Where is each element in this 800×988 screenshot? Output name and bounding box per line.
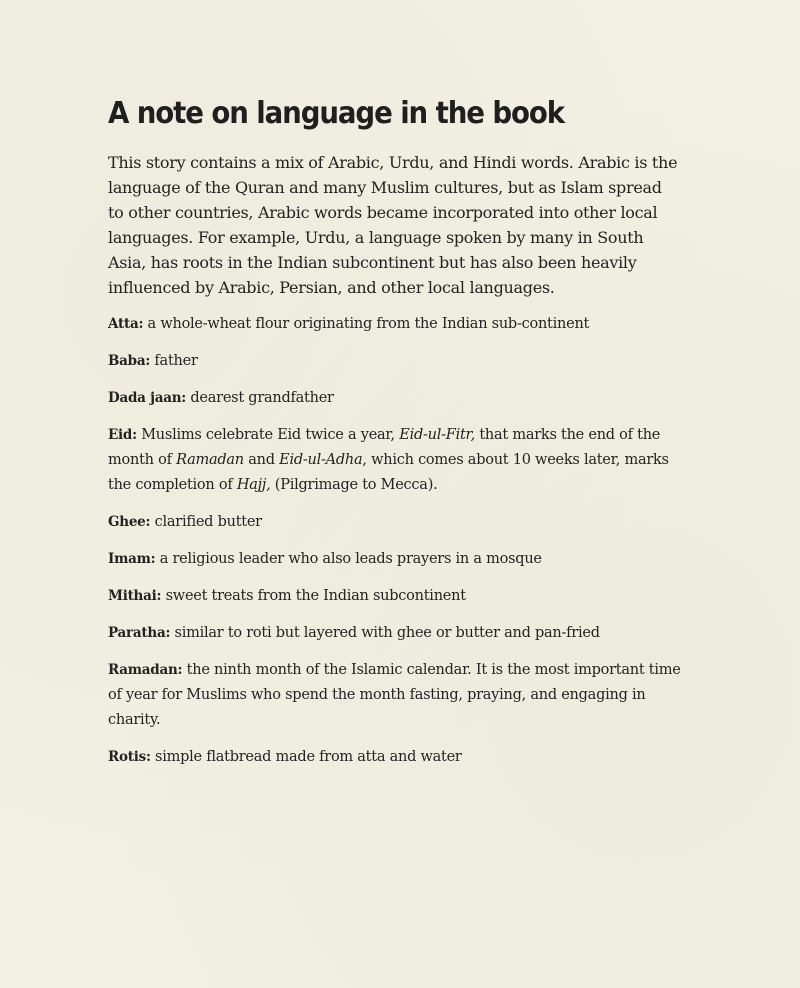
glossary-definition: sweet treats from the Indian subcontinent [161,588,466,604]
glossary-entry-dada-jaan [108,386,688,411]
glossary-definition-text: and [243,452,280,468]
glossary-term: Atta: [108,316,144,332]
glossary-definition: a whole-wheat flour originating from the Indian sub-continent [143,316,590,332]
glossary-term: Paratha: [108,625,171,641]
glossary-definition: a religious leader who also leads prayers in a mosque [155,551,542,567]
glossary-entry-baba [108,349,688,374]
glossary-definition-italic: Eid-ul-Fitr, [399,427,475,443]
glossary-definition-text: , which comes about 10 weeks later, marks the completion of [108,452,669,493]
glossary-entry-atta [108,312,688,337]
glossary-definition: the ninth month of the Islamic calendar. It is the most important time of year for Muslims who spend the month fasting, praying, and engaging in charity. [108,662,681,728]
page-title: A note on language in the book [108,96,564,131]
glossary-term: Rotis: [108,749,151,765]
glossary-term: Ghee: [108,514,151,530]
glossary-definition: dearest grandfather [186,390,334,406]
glossary-definition-text: (Pilgrimage to Mecca). [270,477,438,493]
glossary-definition-italic: Ramadan [176,452,244,468]
glossary-definition: father [150,353,198,369]
glossary-definition: simple flatbread made from atta and water [150,749,462,765]
glossary-term: Eid: [108,427,137,443]
glossary-definition: similar to roti but layered with ghee or butter and pan-fried [170,625,600,641]
glossary-list [108,312,688,782]
glossary-term: Mithai: [108,588,162,604]
glossary-entry-eid [108,423,688,498]
glossary-definition: clarified butter [150,514,262,530]
glossary-entry-imam [108,547,688,572]
glossary-entry-ghee [108,510,688,535]
glossary-definition-text: Muslims celebrate Eid twice a year, [136,427,400,443]
glossary-entry-ramadan [108,658,688,733]
glossary-definition-italic: Eid-ul-Adha [279,452,363,468]
glossary-term: Ramadan: [108,662,183,678]
glossary-term: Imam: [108,551,156,567]
glossary-entry-paratha [108,621,688,646]
glossary-term: Dada jaan: [108,390,187,406]
glossary-definition-italic: Hajj, [236,477,271,493]
glossary-entry-rotis [108,745,688,770]
glossary-definition-text: that marks the end of the month of [108,427,661,468]
intro-paragraph: This story contains a mix of Arabic, Urdu, and Hindi words. Arabic is the language of the Quran and many Muslim cultures, but as Islam spread to other countries, Arabic words became incorporated into other local languages. For example, Urdu, a language spoken by many in South Asia, has roots in the Indian subcontinent but has also been heavily influenced by Arabic, Persian, and other local languages. [108,153,678,297]
glossary-entry-mithai [108,584,688,609]
glossary-term: Baba: [108,353,151,369]
